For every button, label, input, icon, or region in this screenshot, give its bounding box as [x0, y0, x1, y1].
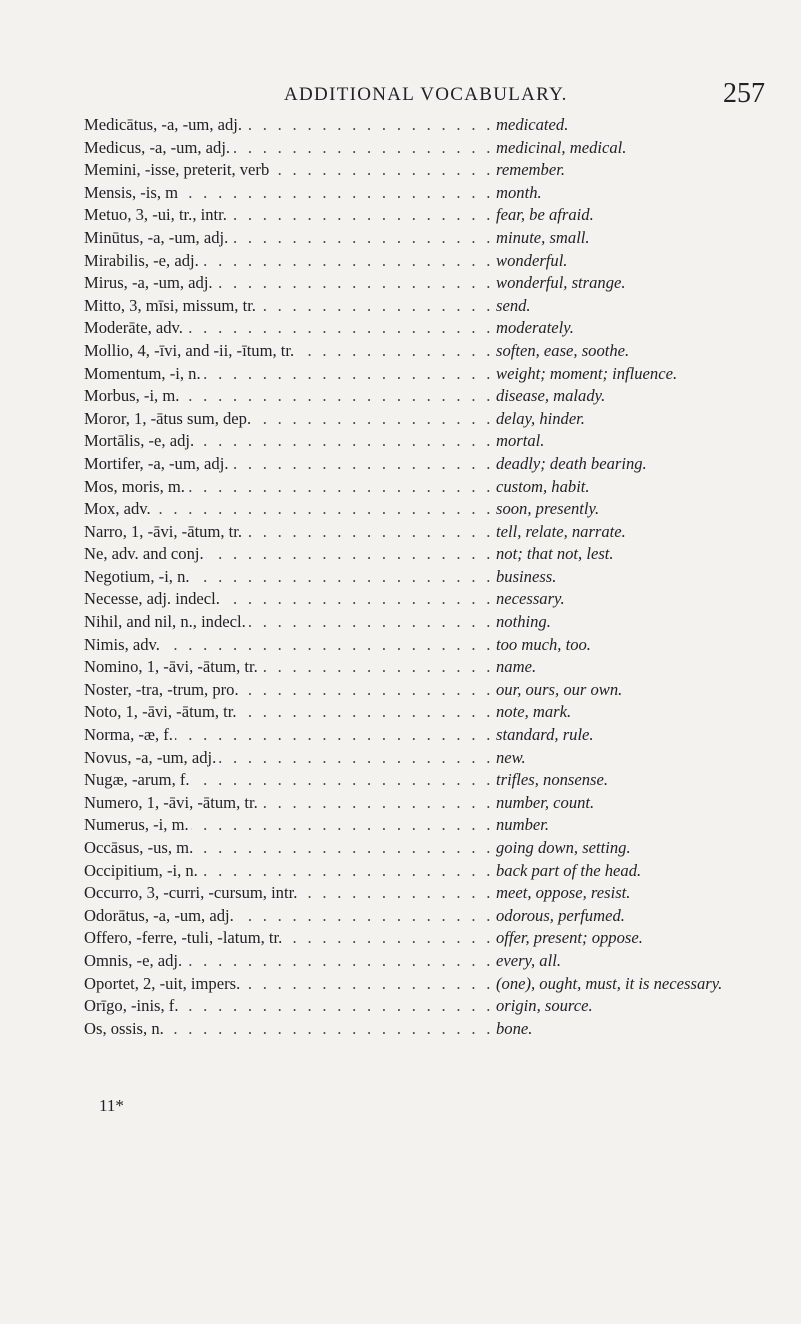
entry-meaning: soon, presently. — [496, 499, 600, 519]
entry-lemma: Nimis, adv. — [84, 634, 160, 654]
entry-meaning: standard, rule. — [496, 725, 594, 745]
vocabulary-entry — [84, 747, 784, 770]
entry-lemma: Occipitium, -i, n. — [84, 860, 198, 880]
entry-meaning: odorous, perfumed. — [496, 905, 625, 925]
page-number: 257 — [723, 78, 765, 109]
entry-meaning: deadly; death bearing. — [496, 453, 647, 473]
entry-meaning: fear, be afraid. — [496, 205, 594, 225]
entry-lemma: Mirus, -a, -um, adj. — [84, 273, 213, 293]
entry-lemma: Mortālis, -e, adj. — [84, 431, 195, 451]
entry-lemma: Mensis, -is, m — [84, 182, 179, 202]
entry-lemma: Occāsus, -us, m. — [84, 838, 194, 857]
entry-lemma: Mox, adv. — [84, 499, 151, 519]
entry-meaning: wonderful. — [496, 250, 568, 270]
entry-meaning: meet, oppose, resist. — [496, 883, 631, 903]
vocabulary-entry — [84, 498, 784, 521]
vocabulary-entry — [84, 905, 784, 928]
entry-meaning: necessary. — [496, 589, 565, 609]
page-header — [0, 78, 801, 118]
entry-lemma: Morbus, -i, m. — [84, 386, 180, 406]
vocabulary-entry — [84, 701, 784, 724]
entry-meaning: offer, present; oppose. — [496, 928, 643, 948]
vocabulary-entry — [84, 543, 784, 566]
entry-meaning: wonderful, strange. — [496, 273, 626, 293]
entry-lemma: Moror, 1, -ātus sum, dep. — [84, 408, 252, 428]
entry-meaning: send. — [496, 295, 531, 315]
entry-lemma: Novus, -a, -um, adj. — [84, 747, 217, 767]
entry-meaning: minute, small. — [496, 227, 590, 247]
entry-lemma: Mirabilis, -e, adj. — [84, 250, 199, 270]
vocabulary-entry — [84, 973, 784, 996]
vocabulary-entry — [84, 227, 784, 250]
entry-meaning: disease, malady. — [496, 386, 606, 406]
vocabulary-entry — [84, 792, 784, 815]
vocabulary-entry — [84, 860, 784, 883]
entry-lemma: Nihil, and nil, n., indecl. — [84, 612, 246, 632]
entry-meaning: not; that not, lest. — [496, 544, 614, 564]
vocabulary-entry — [84, 724, 784, 747]
vocabulary-entry — [84, 453, 784, 476]
entry-meaning: note, mark. — [496, 702, 572, 722]
entry-meaning: business. — [496, 566, 557, 586]
entry-lemma: Moderāte, adv. — [84, 318, 183, 338]
entry-lemma: Orīgo, -inis, f. — [84, 996, 179, 1016]
vocabulary-entry — [84, 114, 784, 137]
entry-meaning: trifles, nonsense. — [496, 770, 608, 790]
vocabulary-entry — [84, 340, 784, 363]
entry-lemma: Noto, 1, -āvi, -ātum, tr. — [84, 702, 237, 722]
vocabulary-entry — [84, 769, 784, 792]
entry-meaning: name. — [496, 657, 537, 677]
entry-lemma: Minūtus, -a, -um, adj. — [84, 227, 229, 247]
entry-meaning: too much, too. — [496, 634, 591, 654]
vocabulary-entry — [84, 521, 784, 544]
entry-lemma: Oportet, 2, -uit, impers. — [84, 973, 241, 993]
vocabulary-entry — [84, 272, 784, 295]
vocabulary-entry — [84, 566, 784, 589]
running-title: ADDITIONAL VOCABULARY. — [284, 84, 568, 105]
vocabulary-entry — [84, 317, 784, 340]
entry-meaning: weight; moment; influence. — [496, 363, 678, 383]
vocabulary-entry — [84, 950, 784, 973]
entry-lemma: Odorātus, -a, -um, adj. — [84, 905, 234, 925]
vocabulary-entry — [84, 250, 784, 273]
entry-meaning: our, ours, our own. — [496, 679, 623, 699]
entry-meaning: moderately. — [496, 318, 574, 338]
entry-meaning: month. — [496, 182, 542, 202]
entry-lemma: Norma, -æ, f. — [84, 725, 173, 745]
entry-meaning: mortal. — [496, 431, 545, 451]
vocabulary-entry — [84, 588, 784, 611]
entry-lemma: Momentum, -i, n. — [84, 363, 201, 383]
vocabulary-entry — [84, 182, 784, 205]
vocabulary-entry — [84, 430, 784, 453]
vocabulary-entry — [84, 995, 784, 1018]
vocabulary-entry — [84, 295, 784, 318]
entry-meaning: origin, source. — [496, 996, 593, 1016]
entry-lemma: Mollio, 4, -īvi, and -ii, -ītum, tr. — [84, 340, 295, 360]
entry-meaning: (one), ought, must, it is necessary. — [496, 973, 723, 993]
entry-meaning: nothing. — [496, 612, 551, 632]
entry-meaning: medicated. — [496, 115, 569, 134]
entry-meaning: bone. — [496, 1018, 533, 1038]
entry-lemma: Nomino, 1, -āvi, -ātum, tr. — [84, 657, 258, 677]
entry-lemma: Omnis, -e, adj. — [84, 950, 183, 970]
entry-meaning: soften, ease, soothe. — [496, 340, 630, 360]
entry-meaning: medicinal, medical. — [496, 137, 627, 157]
entry-lemma: Numerus, -i, m. — [84, 815, 189, 835]
entry-lemma: Mitto, 3, mīsi, missum, tr. — [84, 295, 256, 315]
entry-lemma: Narro, 1, -āvi, -ātum, tr. — [84, 521, 243, 541]
entry-meaning: going down, setting. — [496, 838, 631, 857]
entry-lemma: Necesse, adj. indecl. — [84, 589, 220, 609]
vocabulary-entry — [84, 385, 784, 408]
vocabulary-entry — [84, 1018, 784, 1041]
vocabulary-entry — [84, 137, 784, 160]
entry-lemma: Os, ossis, n. — [84, 1018, 164, 1038]
vocabulary-entry — [84, 363, 784, 386]
entry-lemma: Nugæ, -arum, f. — [84, 770, 190, 790]
entry-lemma: Medicātus, -a, -um, adj. — [84, 115, 243, 134]
entry-meaning: back part of the head. — [496, 860, 642, 880]
entry-lemma: Mortifer, -a, -um, adj. — [84, 453, 229, 473]
entry-lemma: Numero, 1, -āvi, -ātum, tr. — [84, 792, 258, 812]
vocabulary-entry — [84, 814, 784, 837]
vocabulary-entry — [84, 611, 784, 634]
entry-meaning: delay, hinder. — [496, 408, 585, 428]
signature-mark: 11* — [99, 1096, 124, 1115]
entry-meaning: remember. — [496, 160, 565, 180]
entry-lemma: Memini, -isse, preterit, verb — [84, 160, 270, 180]
entry-lemma: Offero, -ferre, -tuli, -latum, tr. — [84, 928, 283, 948]
vocabulary-entry — [84, 634, 784, 657]
vocabulary-entry — [84, 476, 784, 499]
entry-meaning: every, all. — [496, 950, 561, 970]
vocabulary-entry — [84, 679, 784, 702]
vocabulary-list — [84, 114, 784, 1040]
entry-meaning: number, count. — [496, 792, 595, 812]
vocabulary-entry — [84, 159, 784, 182]
vocabulary-entry — [84, 408, 784, 431]
vocabulary-entry — [84, 656, 784, 679]
entry-lemma: Metuo, 3, -ui, tr., intr. — [84, 205, 227, 225]
entry-lemma: Ne, adv. and conj. — [84, 544, 204, 564]
entry-meaning: tell, relate, narrate. — [496, 521, 626, 541]
entry-meaning: number. — [496, 815, 550, 835]
entry-lemma: Medicus, -a, -um, adj. — [84, 137, 231, 157]
entry-lemma: Occurro, 3, -curri, -cursum, intr. — [84, 883, 298, 903]
entry-lemma: Mos, moris, m. — [84, 476, 185, 496]
entry-meaning: new. — [496, 747, 526, 767]
vocabulary-entry — [84, 837, 784, 860]
vocabulary-entry — [84, 927, 784, 950]
vocabulary-entry — [84, 882, 784, 905]
vocabulary-entry — [84, 204, 784, 227]
entry-meaning: custom, habit. — [496, 476, 590, 496]
entry-lemma: Negotium, -i, n. — [84, 566, 190, 586]
entry-lemma: Noster, -tra, -trum, pro. — [84, 679, 239, 699]
